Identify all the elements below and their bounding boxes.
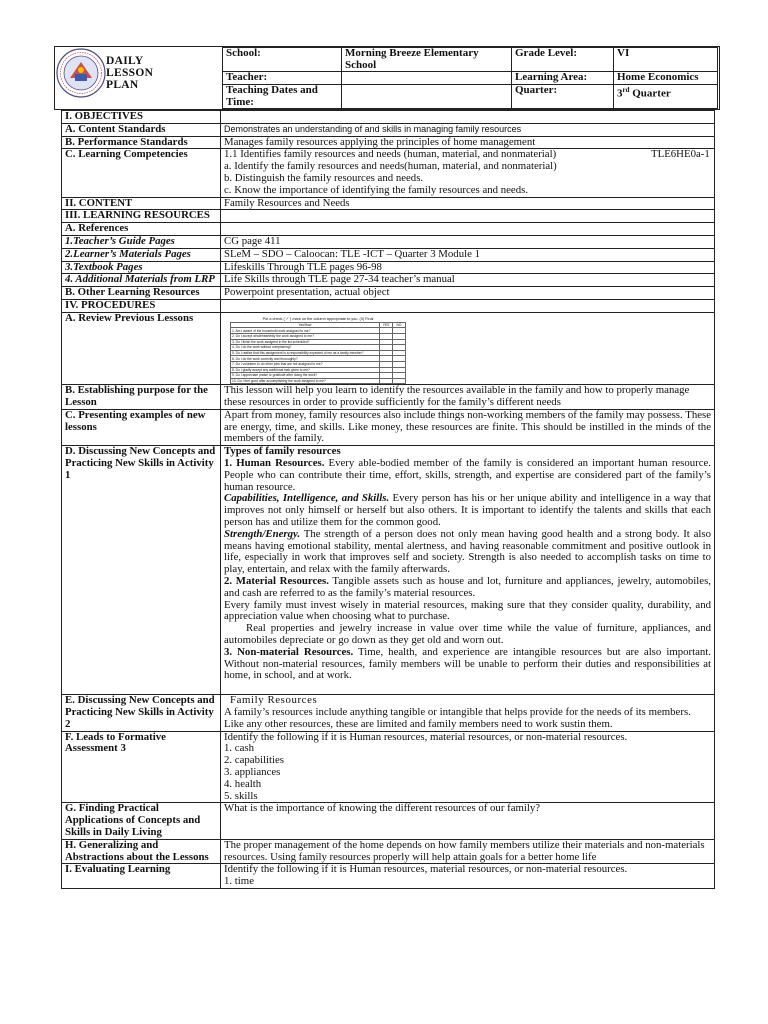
grade-label: Grade Level: [512, 48, 614, 72]
list-item: 1. cash [224, 742, 254, 755]
competency-c: c. Know the importance of identifying the family resources and needs. [224, 183, 529, 196]
strength-para: Strength/Energy. The strength of a person does not only mean having good health and a strong body. It also means having emotional stability, mental alertness, and having reasonable commitment and positive outlook in life, especially in work that improves self and society. Strength is also needed to accomplish tasks on time to play, entertain, and relax with the family afterwards. [224, 527, 711, 576]
competency-b: b. Distinguish the family resources and needs. [224, 171, 424, 184]
tb-text: Lifeskills Through TLE pages 96-98 [221, 261, 715, 274]
list-item: 2. capabilities [224, 754, 284, 767]
title-line-1: DAILY [106, 55, 144, 67]
examples-label: C. Presenting examples of new lessons [62, 409, 221, 445]
checklist-row: 5. Do I realize that this assignment is a responsibility expected of me as a family member? [231, 350, 380, 356]
school-value: Morning Breeze Elementary School [342, 48, 512, 72]
non-material-para: 3. Non-material Resources. Time, health, and experience are intangible resources but are also important. Without non-material resources, family members will be unable to perform their duties and responsibilities at home, in school, and at work. [224, 645, 711, 682]
checklist-col-statement: Yes/How [231, 322, 380, 328]
quarter-value: 3rd Quarter [614, 85, 718, 109]
deped-seal-icon [56, 48, 106, 98]
discussing-2-label: E. Discussing New Concepts and Practicing New Skills in Activity 2 [62, 695, 221, 731]
formative-label: F. Leads to Formative Assessment 3 [62, 731, 221, 803]
lm-text: SLeM – SDO – Caloocan: TLE -ICT – Quarter 3 Module 1 [221, 248, 715, 261]
list-item: 5. skills [224, 789, 258, 802]
discussing-2-cell [221, 695, 715, 731]
dates-label: Teaching Dates and Time: [223, 85, 342, 109]
lm-label: 2.Learner’s Materials Pages [65, 247, 191, 260]
evaluating-cell [221, 864, 715, 889]
other-resources-label: B. Other Learning Resources [62, 287, 221, 300]
material-resources-para-3: Real properties and jewelry increase in value over time while the value of furniture, appliances, and automobiles depreciate or go down as they get old and worn out. [224, 622, 711, 647]
performance-standards-text: Manages family resources applying the principles of home management [221, 136, 715, 149]
learning-resources-heading: III. LEARNING RESOURCES [62, 210, 221, 223]
procedures-blank [221, 299, 715, 312]
content-standards-label: A. Content Standards [62, 123, 221, 136]
teacher-value [342, 72, 512, 85]
grade-value: VI [614, 48, 718, 72]
evaluating-item: 1. time [224, 875, 254, 888]
formative-list [224, 743, 711, 802]
review-label: A. Review Previous Lessons [62, 312, 221, 385]
practical-text: What is the importance of knowing the different resources of our family? [221, 803, 715, 839]
am-text: Life Skills through TLE page 27-34 teacher’s manual [221, 274, 715, 287]
area-label: Learning Area: [512, 72, 614, 85]
dates-value [342, 85, 512, 109]
review-checklist [230, 317, 406, 385]
title-line-3: PLAN [106, 79, 139, 91]
review-cell [221, 312, 715, 385]
checklist-row: 8. Do I gladly accept any additional task given to me? [231, 367, 380, 373]
discussing-1-label: D. Discussing New Concepts and Practicing New Skills in Activity 1 [62, 446, 221, 695]
content-text: Family Resources and Needs [221, 197, 715, 210]
area-value: Home Economics [614, 72, 718, 85]
learning-resources-blank [221, 210, 715, 223]
tg-label: 1.Teacher’s Guide Pages [65, 234, 175, 247]
header-info-table [222, 47, 718, 109]
references-label: A. References [62, 223, 221, 236]
tg-text: CG page 411 [221, 235, 715, 248]
content-standards-text: Demonstrates an understanding of and skills in managing family resources [221, 123, 715, 136]
document-title [106, 55, 168, 91]
tb-label: 3.Textbook Pages [65, 260, 143, 273]
checklist-row: 3. Do I finish the work assigned in the list scheduled? [231, 339, 380, 345]
evaluating-label: I. Evaluating Learning [62, 864, 221, 889]
other-resources-text: Powerpoint presentation, actual object [221, 287, 715, 300]
checklist-row: 9. Do I appreciate praise or gratitude after doing the work? [231, 373, 380, 379]
generalizing-text: The proper management of the home depends on how family members utilize their materials and non-materials resources. Using family resources properly will help attain goals for a better home life [221, 839, 715, 864]
competencies-label: C. Learning Competencies [62, 149, 221, 197]
quarter-label: Quarter: [512, 85, 614, 109]
checklist-row: 1. Am I aware of the household work assigned to me? [231, 328, 380, 334]
title-line-2: LESSON [106, 67, 154, 79]
competency-a: a. Identify the family resources and needs(human, material, and nonmaterial) [224, 160, 557, 173]
checklist-table [230, 322, 406, 385]
human-resources-para: 1. Human Resources. Every able-bodied member of the family is considered an important human resource. People who can contribute their time, effort, skills, strength, and expertise are considered part of the family’s human resource. [224, 457, 712, 493]
checklist-row: 2. Do I accept wholeheartedly the work assigned to me? [231, 333, 380, 339]
purpose-text: This lesson will help you learn to identify the resources available in the family and how to properly manage these resources in order to provide sufficiently for the family’s different needs [221, 385, 715, 410]
formative-instruction: Identify the following if it is Human resources, material resources, or non-material resources. [224, 730, 628, 743]
practical-label: G. Finding Practical Applications of Concepts and Skills in Daily Living [62, 803, 221, 839]
checklist-col-yes: YES [380, 322, 393, 328]
teacher-label: Teacher: [223, 72, 342, 85]
capabilities-para: Capabilities, Intelligence, and Skills. Every person has his or her unique ability and intelligence in a way that improves not only himself or herself but also others. It is important to identify the talents and skills that each person has and utilize them for the common good. [224, 492, 711, 529]
material-resources-para-2: Every family must invest wisely in material resources, making sure that they consider quality, durability, and appreciation value when choosing what to purchase. [224, 598, 711, 623]
lesson-plan-table [61, 110, 715, 889]
procedures-heading: IV. PROCEDURES [62, 299, 221, 312]
school-label: School: [223, 48, 342, 72]
competencies-cell [221, 149, 715, 197]
checklist-row: 10. Do I feel good after accomplishing the work assigned to me? [231, 378, 380, 384]
am-label: 4. Additional Materials from LRP [65, 273, 215, 286]
generalizing-label: H. Generalizing and Abstractions about the Lessons [62, 839, 221, 864]
checklist-col-no: NO [393, 322, 406, 328]
objectives-blank [221, 111, 715, 124]
objectives-heading: I. OBJECTIVES [62, 111, 221, 124]
formative-cell [221, 731, 715, 803]
material-resources-para: 2. Material Resources. Tangible assets such as house and lot, furniture and appliances, jewelry, automobiles, and cash are referred to as the family’s material resources. [224, 575, 711, 599]
performance-standards-label: B. Performance Standards [62, 136, 221, 149]
checklist-row: 7. Do I volunteer to do other jobs that are not assigned to me? [231, 361, 380, 367]
checklist-row: 4. Do I do the work without complaining? [231, 345, 380, 351]
content-heading: II. CONTENT [62, 197, 221, 210]
checklist-instruction: Put a check ( ✓ ) mark on the column appropriate to you. (3) Final [262, 316, 374, 321]
list-item: 4. health [224, 777, 262, 790]
competency-code: TLE6HE0a-1 [651, 148, 710, 161]
evaluating-text: Identify the following if it is Human resources, material resources, or non-material resources. [224, 863, 628, 876]
competency-main: 1.1 Identifies family resources and needs (human, material, and nonmaterial) [224, 148, 557, 161]
checklist-row: 6. Do I do the work correctly and thoroughly? [231, 356, 380, 362]
discussing-1-cell [221, 446, 715, 695]
list-item: 3. appliances [224, 765, 281, 778]
examples-text: Apart from money, family resources also include things non-working members of the family may possess. These are energy, time, and skills. Like money, these resources are finite. This should be instilled in the minds of the members of the family. [221, 409, 715, 445]
family-resources-heading: Family Resources [230, 694, 318, 707]
references-blank [221, 223, 715, 236]
purpose-label: B. Establishing purpose for the Lesson [62, 385, 221, 410]
types-heading: Types of family resources [224, 445, 341, 458]
family-resources-text: A family’s resources include anything tangible or intangible that helps provide for the needs of its members. Like any other resources, these are limited and family members need to work sustin them. [224, 706, 691, 730]
